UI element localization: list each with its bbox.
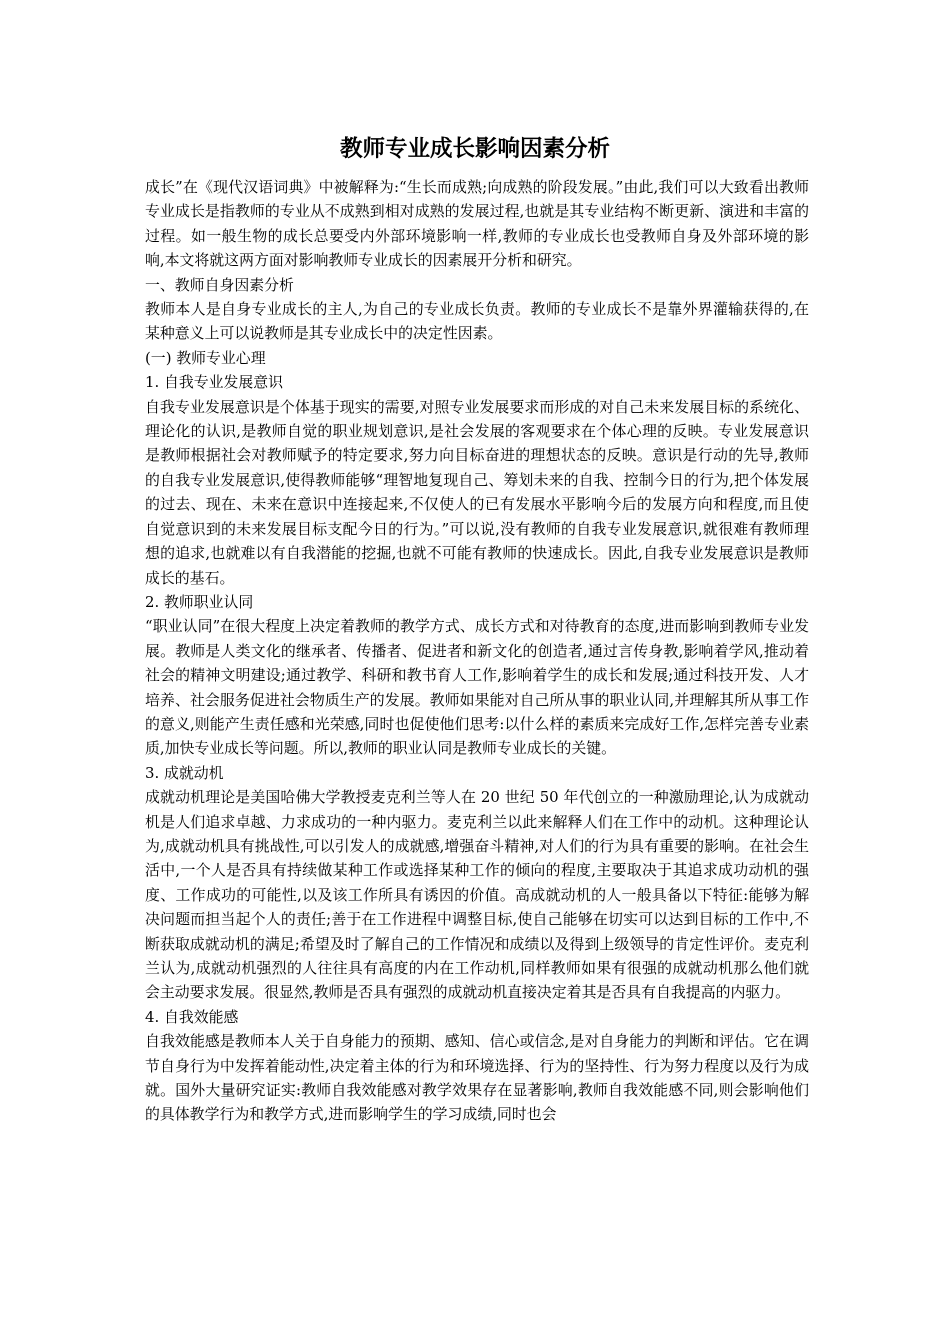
paragraph-section-1-intro: 教师本人是自身专业成长的主人,为自己的专业成长负责。教师的专业成长不是靠外界灌输获得的,在某种意义上可以说教师是其专业成长中的决定性因素。 [145,300,809,343]
document-body [145,175,809,1127]
document-title: 教师专业成长影响因素分析 [339,136,610,162]
item-heading-4: 4. 自我效能感 [145,1007,239,1026]
section-heading-1: 一、教师自身因素分析 [145,275,294,294]
item-heading-1: 1. 自我专业发展意识 [145,373,284,392]
paragraph-intro: 成长”在《现代汉语词典》中被解释为:“生长而成熟;向成熟的阶段发展。”由此,我们可以大致看出教师专业成长是指教师的专业从不成熟到相对成熟的发展过程,也就是其专业结构不断更新、演进和丰富的过程。如一般生物的成长总要受内外部环境影响一样,教师的专业成长也受教师自身及外部环境的影响,本文将就这两方面对影响教师专业成长的因素展开分析和研究。 [145,178,809,270]
item-heading-3: 3. 成就动机 [145,763,224,782]
item-heading-2: 2. 教师职业认同 [145,592,254,611]
paragraph-self-efficacy: 自我效能感是教师本人关于自身能力的预期、感知、信心或信念,是对自身能力的判断和评估。它在调节自身行为中发挥着能动性,决定着主体的行为和环境选择、行为的坚持性、行为努力程度以及行为成就。国外大量研究证实:教师自我效能感对教学效果存在显著影响,教师自我效能感不同,则会影响他们的具体教学行为和教学方式,进而影响学生的学习成绩,同时也会 [145,1032,809,1124]
paragraph-achievement-motivation: 成就动机理论是美国哈佛大学教授麦克利兰等人在 20 世纪 50 年代创立的一种激励理论,认为成就动机是人们追求卓越、力求成功的一种内驱力。麦克利兰以此来解释人们在工作中的动机。这种理论认为,成就动机具有挑战性,可以引发人的成就感,增强奋斗精神,对人们的行为具有重要的影响。在社会生活中,一个人是否具有持续做某种工作或选择某种工作的倾向的程度,主要取决于其追求成功动机的强度、工作成功的可能性,以及该工作所具有诱因的价值。高成就动机的人一般具备以下特征:能够为解决问题而担当起个人的责任;善于在工作进程中调整目标,使自己能够在切实可以达到目标的工作中,不断获取成就动机的满足;希望及时了解自己的工作情况和成绩以及得到上级领导的肯定性评价。麦克利兰认为,成就动机强烈的人往往具有高度的内在工作动机,同样教师如果有很强的成就动机那么他们就会主动要求发展。很显然,教师是否具有强烈的成就动机直接决定着其是否具有自我提高的内驱力。 [145,788,809,1002]
paragraph-professional-identity: “职业认同”在很大程度上决定着教师的教学方式、成长方式和对待教育的态度,进而影响到教师专业发展。教师是人类文化的继承者、传播者、促进者和新文化的创造者,通过言传身教,影响着学风,推动着社会的精神文明建设;通过教学、科研和教书育人工作,影响着学生的成长和发展;通过科技开发、人才培养、社会服务促进社会物质生产的发展。教师如果能对自己所从事的职业认同,并理解其所从事工作的意义,则能产生责任感和光荣感,同时也促使他们思考:以什么样的素质来完成好工作,怎样完善专业素质,加快专业成长等问题。所以,教师的职业认同是教师专业成长的关键。 [145,617,809,758]
subsection-heading-1: (一) 教师专业心理 [145,348,266,367]
paragraph-self-awareness: 自我专业发展意识是个体基于现实的需要,对照专业发展要求而形成的对自己未来发展目标的系统化、理论化的认识,是教师自觉的职业规划意识,是社会发展的客观要求在个体心理的反映。专业发展意识是教师根据社会对教师赋予的特定要求,努力向目标奋进的理想状态的反映。意识是行动的先导,教师的自我专业发展意识,使得教师能够“理智地复现自己、筹划未来的自我、控制今日的行为,把个体发展的过去、现在、未来在意识中连接起来,不仅使人的已有发展水平影响今后的发展方向和程度,而且使自觉意识到的未来发展目标支配今日的行为。”可以说,没有教师的自我专业发展意识,就很难有教师理想的追求,也就难以有自我潜能的挖掘,也就不可能有教师的快速成长。因此,自我专业发展意识是教师成长的基石。 [145,397,809,587]
